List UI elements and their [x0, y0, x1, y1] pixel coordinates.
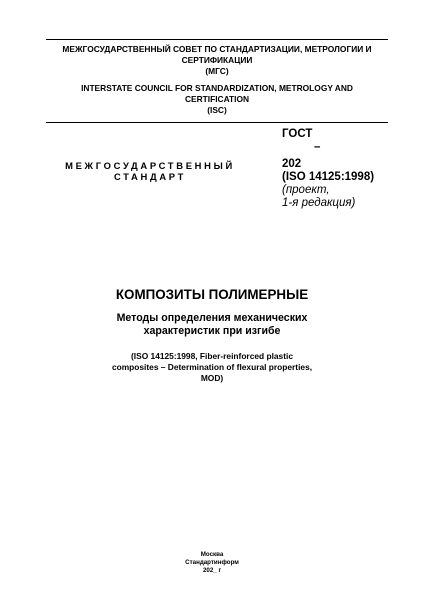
std-label-line2: СТАНДАРТ — [113, 171, 187, 182]
iso-ref-line2: composites – Determination of flexural properties, — [111, 362, 313, 372]
document-title: КОМПОЗИТЫ ПОЛИМЕРНЫЕ — [115, 287, 309, 302]
gost-dash: – — [314, 141, 321, 153]
council-ru-abbr: (МГС) — [205, 66, 229, 76]
imprint-publisher: Стандартинформ — [185, 559, 239, 566]
subtitle-line1: Методы определения механических — [116, 312, 308, 324]
imprint-city: Москва — [200, 551, 224, 558]
council-ru-line1: МЕЖГОСУДАРСТВЕННЫЙ СОВЕТ ПО СТАНДАРТИЗАЦИИ, МЕТРОЛОГИИ И — [62, 44, 372, 54]
iso-ref-line1: (ISO 14125:1998, Fiber-reinforced plastic — [131, 351, 293, 361]
iso-ref-line3: MOD) — [200, 373, 224, 383]
interstate-standard-label — [50, 160, 250, 182]
council-en-line1: INTERSTATE COUNCIL FOR STANDARDIZATION, METROLOGY AND — [81, 83, 353, 93]
council-header — [46, 39, 388, 123]
gost-prefix: ГОСТ — [282, 128, 313, 140]
subtitle-line2: характеристик при изгибе — [143, 325, 281, 337]
imprint-year: 202_ г — [202, 567, 222, 574]
council-ru-line2: СЕРТИФИКАЦИИ — [181, 55, 253, 65]
gost-iso-ref: (ISO 14125:1998) — [282, 171, 375, 183]
gost-number: 202 — [282, 158, 302, 170]
document-subtitle — [60, 312, 364, 338]
iso-reference — [70, 351, 354, 384]
council-en-line2: CERTIFICATION — [184, 94, 250, 104]
std-label-line1: МЕЖГОСУДАРСТВЕННЫЙ — [65, 160, 235, 171]
publisher-imprint — [162, 551, 262, 575]
draft-note-line1: (проект, — [282, 184, 330, 196]
council-en-abbr: (ISC) — [207, 105, 227, 115]
gost-designation — [282, 128, 412, 210]
draft-note-line2: 1-я редакция) — [282, 197, 356, 209]
